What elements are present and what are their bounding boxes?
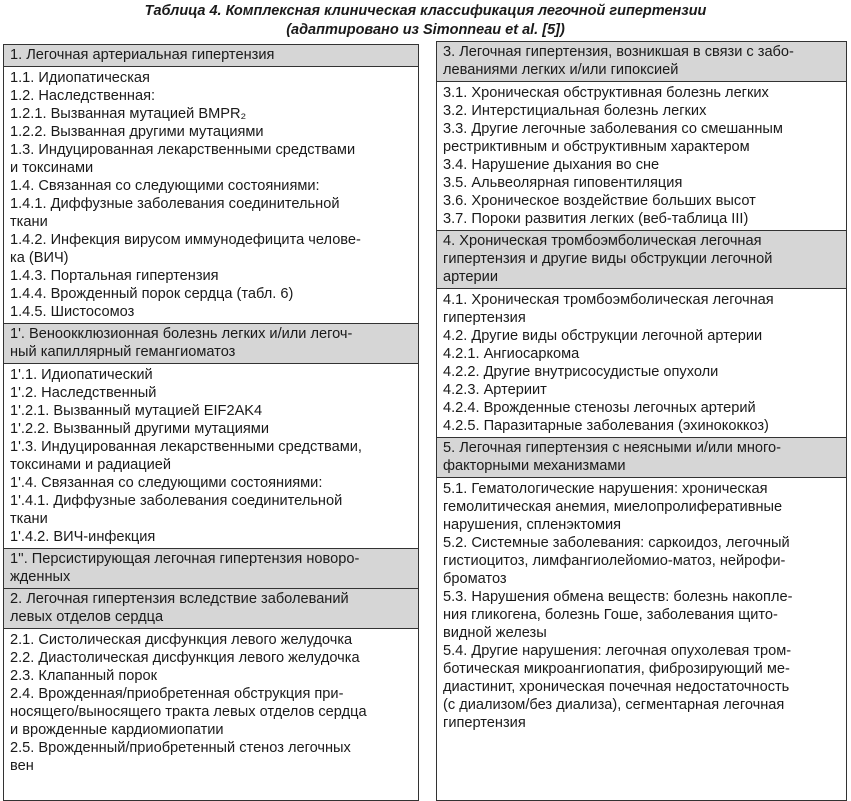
section-header-line: факторными механизмами <box>443 458 626 474</box>
list-item: гипертензия <box>443 310 526 326</box>
list-item: 1.2. Наследственная: <box>10 88 156 104</box>
list-item: 1.2.2. Вызванная другими мутациями <box>10 124 264 140</box>
list-item: 3.2. Интерстициальная болезнь легких <box>443 103 707 119</box>
section-header <box>437 42 846 82</box>
list-item: 5.4. Другие нарушения: легочная опухолевая тром- <box>443 643 792 659</box>
section-header-line: 5. Легочная гипертензия с неясными и/или много- <box>443 440 782 456</box>
section-header <box>4 589 418 629</box>
list-item: 1.2.1. Вызванная мутацией BMPR₂ <box>10 106 247 122</box>
list-item: 1.1. Идиопатическая <box>10 70 150 86</box>
list-item: 1'.3. Индуцированная лекарственными средствами, <box>10 439 362 455</box>
section-body <box>437 82 846 231</box>
section-header-line: 2. Легочная гипертензия вследствие заболеваний <box>10 591 349 607</box>
right-column <box>436 41 847 801</box>
list-item: 1'.2.2. Вызванный другими мутациями <box>10 421 269 437</box>
list-item: 2.4. Врожденная/приобретенная обструкция при- <box>10 686 344 702</box>
list-item: 1.3. Индуцированная лекарственными средствами <box>10 142 356 158</box>
list-item: 2.5. Врожденный/приобретенный стеноз легочных <box>10 740 351 756</box>
list-item: диастинит, хроническая почечная недостаточность <box>443 679 790 695</box>
section-header-line: 3. Легочная гипертензия, возникшая в связи с забо- <box>443 44 794 60</box>
section-header-line: жденных <box>10 569 71 585</box>
list-item: 1'.2.1. Вызванный мутацией EIF2AK4 <box>10 403 263 419</box>
list-item: 4.2.1. Ангиосаркома <box>443 346 580 362</box>
list-item: 1'.4. Связанная со следующими состояниями: <box>10 475 323 491</box>
list-item: токсинами и радиацией <box>10 457 172 473</box>
list-item: 1'.4.2. ВИЧ-инфекция <box>10 529 156 545</box>
list-item: 1.4. Связанная со следующими состояниями: <box>10 178 320 194</box>
section-header <box>4 549 418 589</box>
section-body <box>4 364 418 549</box>
list-item: ткани <box>10 511 48 527</box>
list-item: и врожденные кардиомиопатии <box>10 722 224 738</box>
list-item: нарушения, спленэктомия <box>443 517 622 533</box>
list-item: 4.1. Хроническая тромбоэмболическая легочная <box>443 292 774 308</box>
section-body <box>437 289 846 438</box>
section-header-line: 1. Легочная артериальная гипертензия <box>10 47 275 63</box>
list-item: ботическая микроангиопатия, фиброзирующий ме- <box>443 661 790 677</box>
list-item: 1'.4.1. Диффузные заболевания соединительной <box>10 493 343 509</box>
section-header-line: ный капиллярный гемангиоматоз <box>10 344 236 360</box>
list-item: гемолитическая анемия, миелопролиферативные <box>443 499 783 515</box>
list-item: гистиоцитоз, лимфангиолейомио-матоз, нейрофи- <box>443 553 786 569</box>
section-header-line: левых отделов сердца <box>10 609 164 625</box>
list-item: 1.4.5. Шистосомоз <box>10 304 135 320</box>
section-header <box>437 231 846 289</box>
list-item: ния гликогена, болезнь Гоше, заболевания щито- <box>443 607 778 623</box>
list-item: ка (ВИЧ) <box>10 250 69 266</box>
section-header-line: гипертензия и другие виды обструкции легочной <box>443 251 773 267</box>
list-item: 3.1. Хроническая обструктивная болезнь легких <box>443 85 769 101</box>
list-item: 3.3. Другие легочные заболевания со смешанным <box>443 121 783 137</box>
section-header <box>4 324 418 364</box>
list-item: 3.5. Альвеолярная гиповентиляция <box>443 175 683 191</box>
list-item: 2.3. Клапанный порок <box>10 668 157 684</box>
section-header-line: 1'. Веноокклюзионная болезнь легких и/или легоч- <box>10 326 353 342</box>
list-item: 1.4.1. Диффузные заболевания соединительной <box>10 196 340 212</box>
list-item: 1.4.4. Врожденный порок сердца (табл. 6) <box>10 286 294 302</box>
list-item: и токсинами <box>10 160 94 176</box>
list-item: носящего/выносящего тракта левых отделов сердца <box>10 704 367 720</box>
section-body <box>4 629 418 777</box>
list-item: 1.4.3. Портальная гипертензия <box>10 268 219 284</box>
list-item: броматоз <box>443 571 507 587</box>
section-body <box>4 67 418 324</box>
list-item: ткани <box>10 214 48 230</box>
list-item: (с диализом/без диализа), сегментарная легочная <box>443 697 785 713</box>
section-header-line: 1''. Персистирующая легочная гипертензия новоро- <box>10 551 360 567</box>
list-item: 4.2.2. Другие внутрисосудистые опухоли <box>443 364 719 380</box>
section-header-line: 4. Хроническая тромбоэмболическая легочная <box>443 233 762 249</box>
list-item: 4.2.3. Артериит <box>443 382 547 398</box>
section-body <box>437 478 846 734</box>
list-item: 3.4. Нарушение дыхания во сне <box>443 157 660 173</box>
section-header <box>4 45 418 67</box>
list-item: 1.4.2. Инфекция вирусом иммунодефицита челове- <box>10 232 361 248</box>
list-item: рестриктивным и обструктивным характером <box>443 139 750 155</box>
list-item: 2.1. Систолическая дисфункция левого желудочка <box>10 632 353 648</box>
list-item: 2.2. Диастолическая дисфункция левого желудочка <box>10 650 360 666</box>
list-item: 5.2. Системные заболевания: саркоидоз, легочный <box>443 535 790 551</box>
caption-line-2: (адаптировано из Simonneau et al. [5]) <box>286 22 565 38</box>
list-item: 1'.1. Идиопатический <box>10 367 153 383</box>
list-item: 5.1. Гематологические нарушения: хроническая <box>443 481 768 497</box>
list-item: 3.7. Пороки развития легких (веб-таблица III) <box>443 211 749 227</box>
section-header <box>437 438 846 478</box>
list-item: 5.3. Нарушения обмена веществ: болезнь накопле- <box>443 589 793 605</box>
list-item: гипертензия <box>443 715 526 731</box>
left-column <box>3 44 419 801</box>
list-item: 4.2.4. Врожденные стенозы легочных артерий <box>443 400 756 416</box>
list-item: 3.6. Хроническое воздействие больших высот <box>443 193 756 209</box>
caption-line-1: Таблица 4. Комплексная клиническая классификация легочной гипертензии <box>144 3 707 19</box>
list-item: видной железы <box>443 625 547 641</box>
section-header-line: артерии <box>443 269 498 285</box>
list-item: 4.2.5. Паразитарные заболевания (эхинококкоз) <box>443 418 769 434</box>
list-item: 4.2. Другие виды обструкции легочной артерии <box>443 328 763 344</box>
list-item: 1'.2. Наследственный <box>10 385 157 401</box>
list-item: вен <box>10 758 34 774</box>
table-caption <box>0 2 851 40</box>
section-header-line: леваниями легких и/или гипоксией <box>443 62 679 78</box>
